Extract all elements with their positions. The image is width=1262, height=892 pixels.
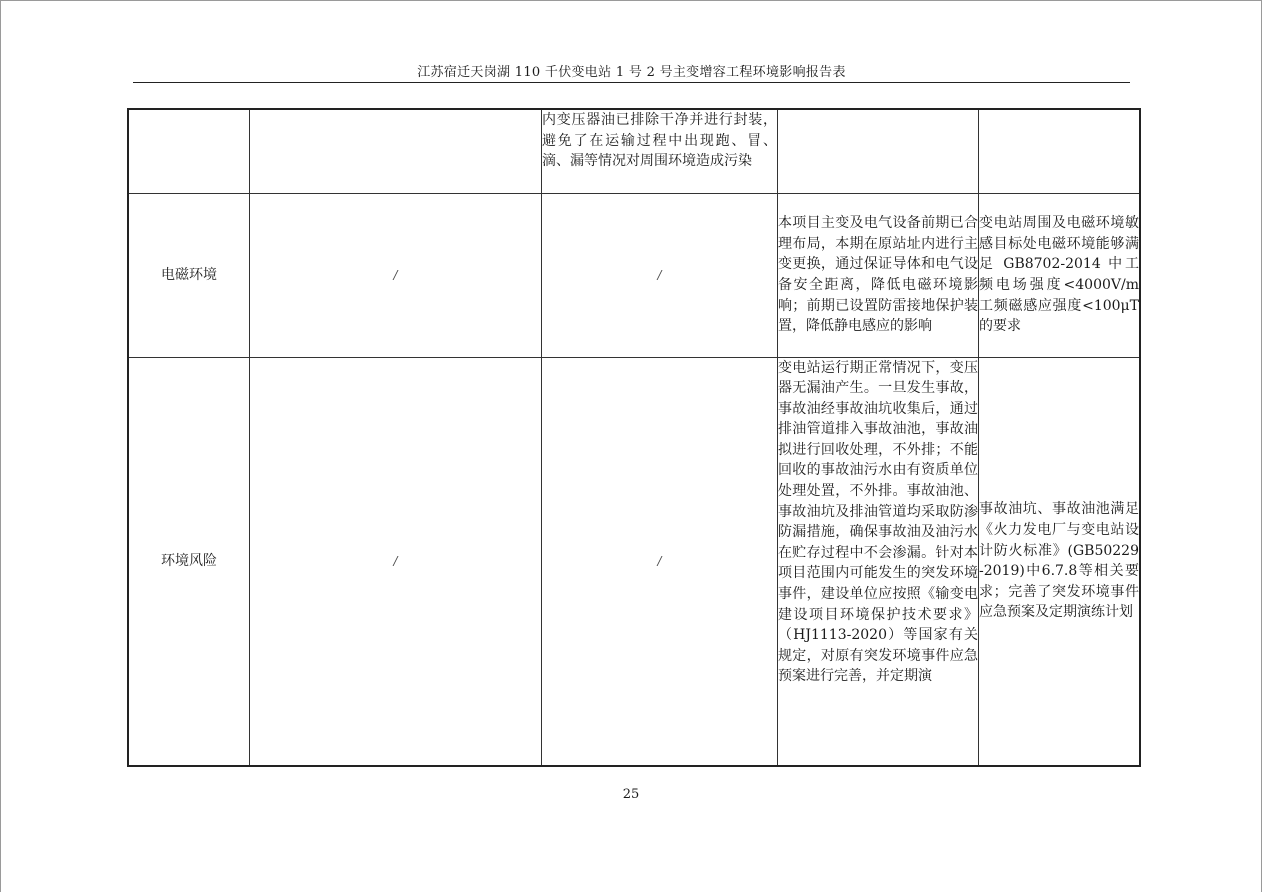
row-col4-cell: 本项目主变及电气设备前期已合理布局，本期在原站址内进行主变更换，通过保证导体和电气设备安全距离，降低电磁环境影响；前期已设置防雷接地保护装置，降低静电感应的影响: [778, 193, 979, 357]
row-col2-cell: [250, 357, 542, 766]
row-col2-slash: /: [393, 267, 398, 282]
row-col2-cell: [250, 109, 542, 193]
row-col5-cell: 事故油坑、事故油池满足《火力发电厂与变电站设计防火标准》(GB50229-2019)中6.7.8等相关要求；完善了突发环境事件应急预案及定期演练计划: [979, 357, 1141, 766]
row-col3-slash: /: [657, 267, 662, 282]
row-col3-cell: [542, 193, 778, 357]
page-frame-top: [0, 0, 1262, 1]
row-col3-slash: /: [657, 553, 662, 568]
environmental-measures-table: [127, 108, 1141, 767]
row-col2-cell: [250, 193, 542, 357]
table-row: [128, 109, 1140, 193]
row-category-cell: 环境风险: [128, 357, 250, 766]
page-number: 25: [622, 787, 640, 802]
row-col4-cell: 变电站运行期正常情况下，变压器无漏油产生。一旦发生事故，事故油经事故油坑收集后，通过排油管道排入事故油池，事故油拟进行回收处理，不外排；不能回收的事故油污水由有资质单位处理处置，不外排。事故油池、事故油坑及排油管道均采取防渗防漏措施，确保事故油及油污水在贮存过程中不会渗漏。针对本项目范围内可能发生的突发环境事件，建设单位应按照《输变电建设项目环境保护技术要求》（HJ1113-2020）等国家有关规定，对原有突发环境事件应急预案进行完善，并定期演: [778, 357, 979, 766]
row-col3-cell: 内变压器油已排除干净并进行封装，避免了在运输过程中出现跑、冒、滴、漏等情况对周围环境造成污染: [542, 109, 778, 193]
row-col5-cell: 变电站周围及电磁环境敏感目标处电磁环境能够满足 GB8702-2014 中工频电场强度<4000V/m 工频磁感应强度<100μT 的要求: [979, 193, 1141, 357]
header-rule: [133, 82, 1130, 83]
row-col4-cell: [778, 109, 979, 193]
row-col5-cell: [979, 109, 1141, 193]
page-frame-left: [0, 0, 1, 892]
document-header-title: 江苏宿迁天岗湖 110 千伏变电站 1 号 2 号主变增容工程环境影响报告表: [417, 65, 846, 80]
table-row: [128, 193, 1140, 357]
row-col2-slash: /: [393, 553, 398, 568]
row-category-cell: [128, 109, 250, 193]
table-row: [128, 357, 1140, 766]
row-category-cell: 电磁环境: [128, 193, 250, 357]
row-col3-cell: [542, 357, 778, 766]
